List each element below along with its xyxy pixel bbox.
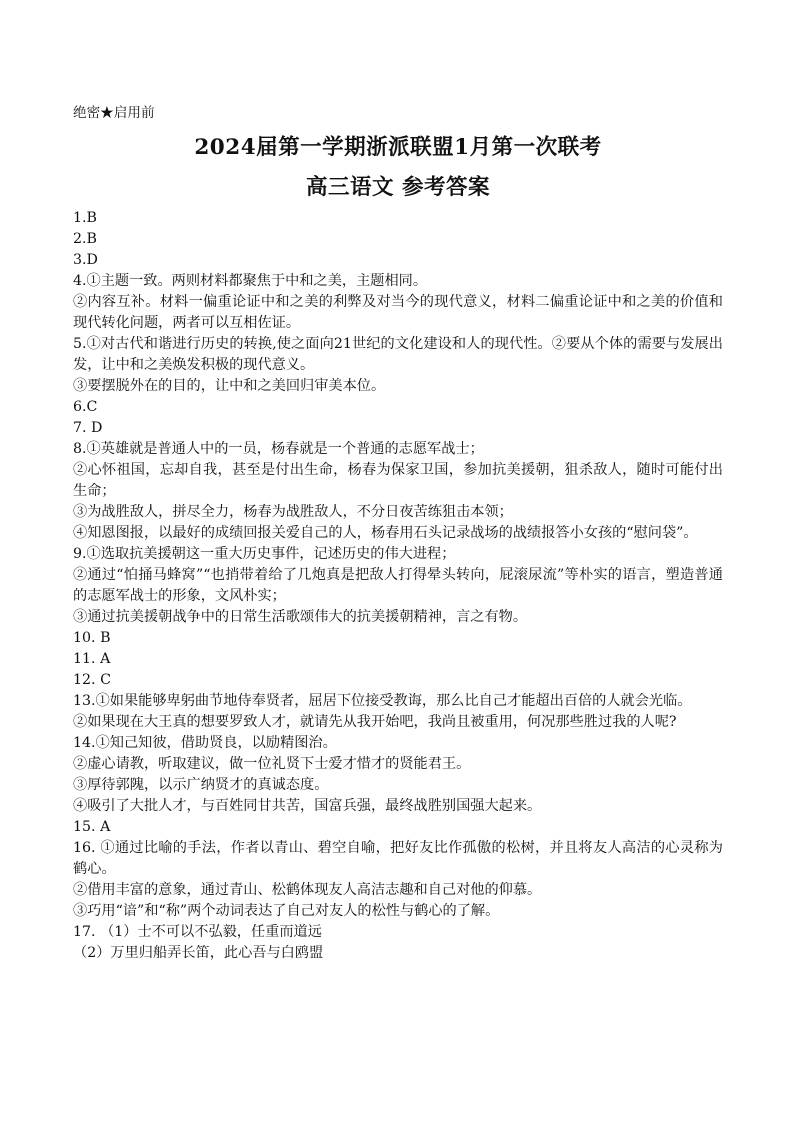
answer-list [73,208,723,964]
answer-line: ③厚待郭隗，以示广纳贤才的真诚态度。 [73,777,329,793]
answer-line: ④知恩图报，以最好的成绩回报关爱自己的人，杨春用石头记录战场的战绩报答小女孩的“慰问袋”。 [73,525,698,541]
answer-line: 7. D [73,420,103,436]
answer-line: 10. B [73,630,111,646]
answer-line: ②虚心请教，听取建议，做一位礼贤下士爱才惜才的贤能君王。 [73,756,471,772]
answer-key-title: 高三语文 参考答案 [306,175,490,200]
answer-line: ②通过“怕捅马蜂窝”“也捎带着给了几炮真是把敌人打得晕头转向，屁滚尿流”等朴实的语言，塑造普通的志愿军战士的形象，文风朴实； [73,567,723,604]
answer-line: （2）万里归船弄长笛，此心吾与白鸥盟 [73,945,324,961]
answer-line: 15. A [73,819,111,835]
answer-line: ②借用丰富的意象，通过青山、松鹤体现友人高洁志趣和自己对他的仰慕。 [73,882,542,898]
answer-line: ④吸引了大批人才，与百姓同甘共苦，国富兵强，最终战胜别国强大起来。 [73,798,542,814]
answer-line: ③通过抗美援朝战争中的日常生活歌颂伟大的抗美援朝精神，言之有物。 [73,609,528,625]
answer-line: 17. （1）士不可以不弘毅，任重而道远 [73,924,322,940]
answer-line: 8.①英雄就是普通人中的一员，杨春就是一个普通的志愿军战士； [73,441,484,457]
answer-line: ②心怀祖国，忘却自我，甚至是付出生命，杨春为保家卫国，参加抗美援朝，狙杀敌人，随时可能付出生命； [73,462,723,499]
answer-line: 14.①知己知彼，借助贤良，以励精图治。 [73,735,337,751]
answer-line: 2.B [73,231,97,247]
answer-line: 3.D [73,252,98,268]
confidential-label: 绝密★启用前 [73,105,155,121]
answer-sheet [73,103,723,964]
answer-line: ②内容互补。材料一偏重论证中和之美的利弊及对当今的现代意义，材料二偏重论证中和之美的价值和现代转化问题，两者可以互相佐证。 [73,294,723,331]
answer-line: ③要摆脱外在的目的，让中和之美回归审美本位。 [73,378,386,394]
answer-line: 12. C [73,672,111,688]
answer-line: 11. A [73,651,111,667]
answer-line: ③巧用“谙”和“称”两个动词表达了自己对友人的松性与鹤心的了解。 [73,903,500,919]
answer-line: 1.B [73,210,97,226]
answer-line: 16. ①通过比喻的手法，作者以青山、碧空自喻，把好友比作孤傲的松树，并且将友人高洁的心灵称为鹤心。 [73,840,723,877]
answer-line: 9.①选取抗美援朝这一重大历史事件，记述历史的伟大进程； [73,546,456,562]
answer-line: 4.①主题一致。两则材料都聚焦于中和之美，主题相同。 [73,273,428,289]
answer-line: 6.C [73,399,98,415]
answer-line: 13.①如果能够卑躬曲节地侍奉贤者，屈居下位接受教诲，那么比自己才能超出百倍的人就会光临。 [73,693,692,709]
answer-line: ③为战胜敌人，拼尽全力，杨春为战胜敌人，不分日夜苦练狙击本领； [73,504,513,520]
answer-line: 5.①对古代和谐进行历史的转换,使之面向21世纪的文化建设和人的现代性。②要从个体的需要与发展出发，让中和之美焕发积极的现代意义。 [73,336,723,373]
answer-line: ②如果现在大王真的想要罗致人才，就请先从我开始吧，我尚且被重用，何况那些胜过我的人呢? [73,714,677,730]
exam-title: 2024届第一学期浙派联盟1月第一次联考 [194,135,602,160]
